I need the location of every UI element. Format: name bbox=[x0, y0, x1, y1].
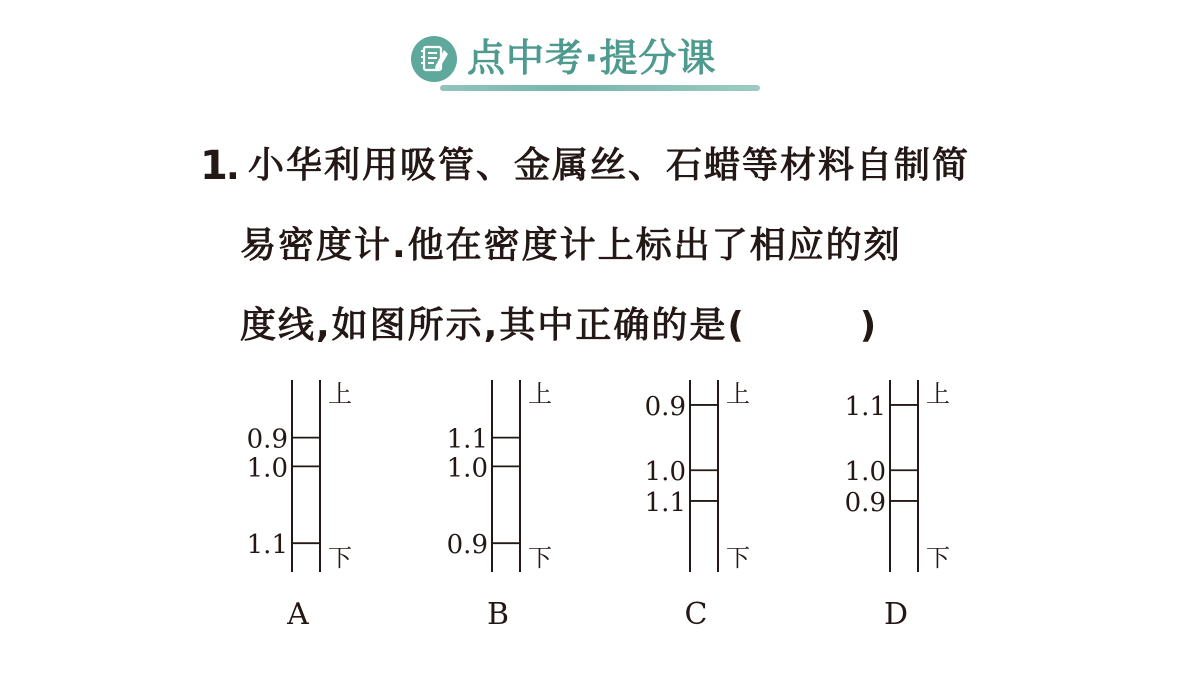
option-a-tick-label-0: 0.9 bbox=[246, 424, 288, 455]
section-title: 点中考·提分课 bbox=[467, 36, 717, 80]
option-c-tick-label-0: 0.9 bbox=[644, 391, 686, 422]
option-d-tick-label-0: 1.1 bbox=[844, 391, 886, 422]
title-underline bbox=[440, 85, 760, 91]
answer-diagrams bbox=[0, 360, 1200, 660]
option-c-tick-label-2: 1.1 bbox=[644, 487, 686, 518]
option-d-bottom-label: 下 bbox=[926, 544, 950, 572]
option-d-label: D bbox=[883, 597, 909, 632]
option-b-tick-label-0: 1.1 bbox=[446, 424, 488, 455]
option-b-tick-label-1: 1.0 bbox=[446, 453, 488, 484]
section-header bbox=[0, 0, 1200, 110]
question-text-line-2: 易密度计.他在密度计上标出了相应的刻 bbox=[240, 225, 902, 266]
option-d-tick-label-1: 1.0 bbox=[844, 457, 886, 488]
question-text-line-3: 度线,如图所示,其中正确的是( ) bbox=[240, 305, 879, 346]
option-a-bottom-label: 下 bbox=[328, 544, 352, 572]
notebook-pen-icon bbox=[411, 36, 457, 82]
option-d-top-label: 上 bbox=[926, 380, 950, 408]
question-number-dot: . bbox=[226, 147, 240, 188]
option-c-bottom-label: 下 bbox=[726, 544, 750, 572]
option-b-tick-label-2: 0.9 bbox=[446, 530, 488, 561]
question-text-line-1: 小华利用吸管、金属丝、石蜡等材料自制简 bbox=[248, 145, 971, 186]
option-a-top-label: 上 bbox=[328, 380, 352, 408]
option-b-top-label: 上 bbox=[528, 380, 552, 408]
option-a-tick-label-1: 1.0 bbox=[246, 453, 288, 484]
option-b-label: B bbox=[486, 597, 510, 632]
option-a-label: A bbox=[287, 597, 309, 632]
option-c-label: C bbox=[684, 597, 708, 632]
option-c-tick-label-1: 1.0 bbox=[644, 457, 686, 488]
option-a-tick-label-2: 1.1 bbox=[246, 530, 288, 561]
option-c-top-label: 上 bbox=[726, 380, 750, 408]
question-number: 1 bbox=[200, 143, 228, 189]
option-d-tick-label-2: 0.9 bbox=[844, 487, 886, 518]
option-b-bottom-label: 下 bbox=[528, 544, 552, 572]
